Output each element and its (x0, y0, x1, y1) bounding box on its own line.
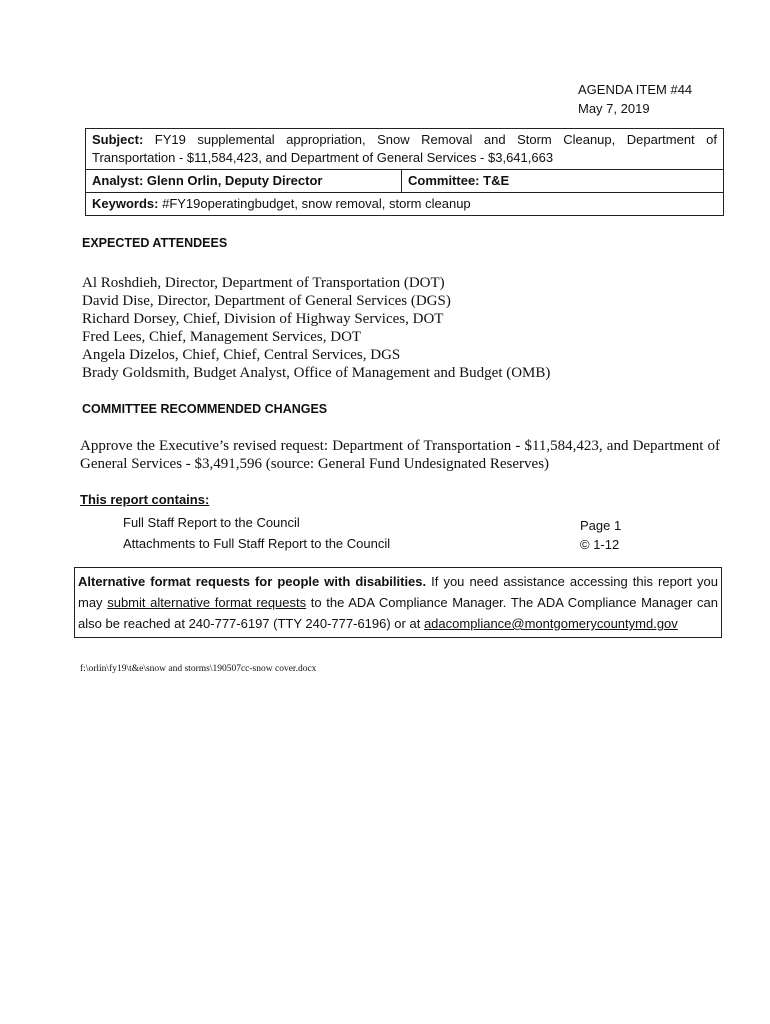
contains-item-label: Attachments to Full Staff Report to the Council (123, 536, 391, 551)
contains-item-label: Full Staff Report to the Council (123, 515, 300, 530)
file-path: f:\orlin\fy19\t&e\snow and storms\190507cc-snow cover.docx (80, 664, 317, 674)
analyst-cell (86, 170, 402, 192)
ada-text-1: If you need assistance accessing this report you may (78, 574, 718, 610)
keywords-label: Keywords: (92, 196, 159, 211)
contains-item-page: © 1-12 (580, 537, 620, 552)
attendees-heading: EXPECTED ATTENDEES (82, 236, 228, 250)
keywords-text: #FY19operatingbudget, snow removal, storm cleanup (162, 196, 471, 211)
committee-label: Committee: (408, 173, 480, 188)
keywords-row (86, 193, 723, 215)
contains-list (123, 512, 390, 554)
attendee: Fred Lees, Chief, Management Services, DOT (82, 329, 362, 345)
agenda-date: May 7, 2019 (578, 101, 650, 116)
attendee: Al Roshdieh, Director, Department of Transportation (DOT) (82, 275, 445, 291)
changes-heading: COMMITTEE RECOMMENDED CHANGES (82, 402, 328, 416)
info-box (85, 128, 724, 216)
analyst-text: Glenn Orlin, Deputy Director (146, 173, 323, 188)
alternative-format-link[interactable]: submit alternative format requests (107, 595, 307, 610)
agenda-header (578, 80, 692, 118)
agenda-item-number: AGENDA ITEM #44 (578, 82, 693, 97)
attendee: Brady Goldsmith, Budget Analyst, Office of Management and Budget (OMB) (82, 365, 551, 381)
ada-text-2: to the ADA Compliance Manager. The ADA Compliance Manager can also be reached at 240-777-6197 (TTY 240-777-6196) or at (78, 595, 718, 631)
analyst-label: Analyst: (92, 173, 144, 188)
attendee: Richard Dorsey, Chief, Division of Highway Services, DOT (82, 311, 444, 327)
ada-notice-box (74, 567, 722, 638)
subject-label: Subject: (92, 132, 144, 147)
attendee: Angela Dizelos, Chief, Chief, Central Services, DGS (82, 347, 401, 363)
ada-email-link[interactable]: adacompliance@montgomerycountymd.gov (423, 616, 678, 631)
committee-cell (402, 170, 515, 192)
attendees-list (82, 274, 550, 382)
contains-pages (580, 516, 621, 554)
subject-row (86, 129, 723, 170)
changes-text: Approve the Executive’s revised request: Department of Transportation - $11,584,423, and Department of General Services - $3,491,596 (source: General Fund Undesignated Reserves) (80, 438, 720, 472)
committee-text: T&E (483, 173, 510, 188)
analyst-committee-row (86, 170, 723, 193)
contains-item-page: Page 1 (580, 518, 622, 533)
subject-text: FY19 supplemental appropriation, Snow Removal and Storm Cleanup, Department of Transportation - $11,584,423, and Department of General Services - $3,641,663 (92, 132, 717, 165)
attendee: David Dise, Director, Department of General Services (DGS) (82, 293, 451, 309)
contains-heading: This report contains: (80, 492, 210, 507)
ada-notice-title: Alternative format requests for people with disabilities. (78, 574, 427, 589)
